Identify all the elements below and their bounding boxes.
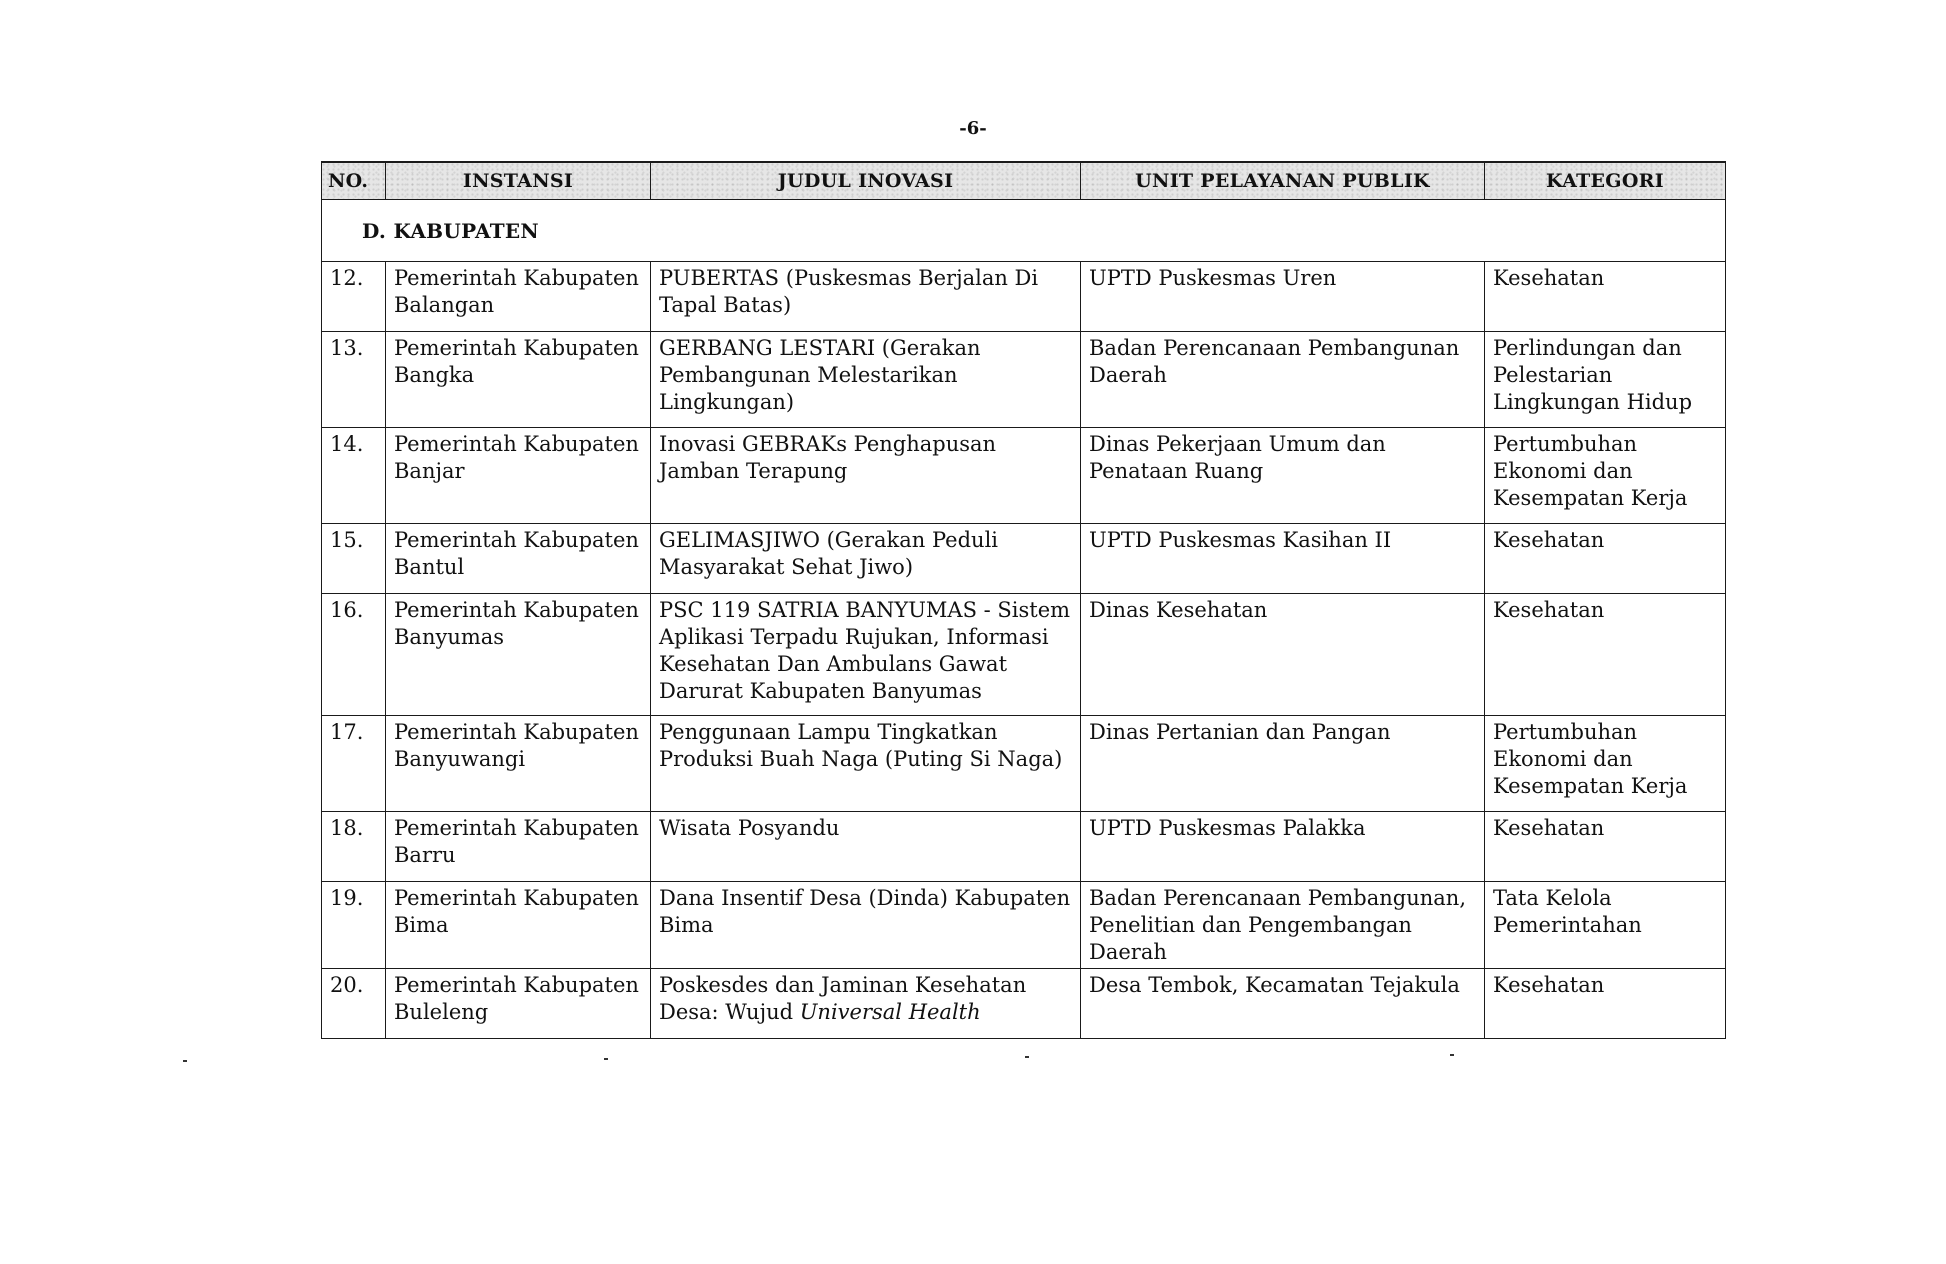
table-header-row [322,162,1726,200]
cell-no: 18. [322,812,386,882]
cell-no: 19. [322,882,386,969]
cell-instansi: Pemerintah Kabupaten Buleleng [386,969,651,1039]
scan-speck [1025,1056,1029,1058]
cell-kategori: Kesehatan [1485,812,1726,882]
judul-text: GELIMASJIWO (Gerakan Peduli Masyarakat Sehat Jiwo) [659,528,999,579]
cell-judul-inovasi [651,882,1081,969]
cell-unit-pelayanan: Dinas Pertanian dan Pangan [1081,716,1485,812]
cell-instansi: Pemerintah Kabupaten Bantul [386,524,651,594]
scan-speck [604,1058,608,1060]
table-row [322,716,1726,812]
cell-instansi: Pemerintah Kabupaten Banyuwangi [386,716,651,812]
cell-instansi: Pemerintah Kabupaten Banjar [386,428,651,524]
judul-text: GERBANG LESTARI (Gerakan Pembangunan Melestarikan Lingkungan) [659,336,981,414]
cell-kategori: Kesehatan [1485,262,1726,332]
table-row [322,882,1726,969]
cell-no: 17. [322,716,386,812]
cell-judul-inovasi [651,524,1081,594]
cell-kategori: Pertumbuhan Ekonomi dan Kesempatan Kerja [1485,428,1726,524]
cell-instansi: Pemerintah Kabupaten Bangka [386,332,651,428]
cell-kategori: Tata Kelola Pemerintahan [1485,882,1726,969]
cell-unit-pelayanan: Dinas Pekerjaan Umum dan Penataan Ruang [1081,428,1485,524]
scan-speck [183,1060,187,1062]
judul-italic-text: Universal Health [799,1000,981,1024]
cell-no: 14. [322,428,386,524]
cell-instansi: Pemerintah Kabupaten Banyumas [386,594,651,716]
cell-instansi: Pemerintah Kabupaten Barru [386,812,651,882]
cell-judul-inovasi [651,969,1081,1039]
scan-speck [1450,1054,1454,1056]
table-row [322,812,1726,882]
cell-kategori: Pertumbuhan Ekonomi dan Kesempatan Kerja [1485,716,1726,812]
section-row [322,200,1726,262]
cell-no: 15. [322,524,386,594]
innovation-table [321,161,1726,1039]
cell-unit-pelayanan: UPTD Puskesmas Uren [1081,262,1485,332]
table-row [322,969,1726,1039]
cell-kategori: Perlindungan dan Pelestarian Lingkungan Hidup [1485,332,1726,428]
cell-judul-inovasi [651,428,1081,524]
judul-text: PSC 119 SATRIA BANYUMAS - Sistem Aplikasi Terpadu Rujukan, Informasi Kesehatan Dan Ambulans Gawat Darurat Kabupaten Banyumas [659,598,1071,703]
cell-no: 13. [322,332,386,428]
table-row [322,524,1726,594]
cell-unit-pelayanan: Dinas Kesehatan [1081,594,1485,716]
table-row [322,428,1726,524]
header-kategori: KATEGORI [1485,162,1726,200]
judul-text: PUBERTAS (Puskesmas Berjalan Di Tapal Batas) [659,266,1039,317]
header-judul-inovasi: JUDUL INOVASI [651,162,1081,200]
cell-unit-pelayanan: UPTD Puskesmas Palakka [1081,812,1485,882]
page-number: -6- [959,118,987,139]
cell-instansi: Pemerintah Kabupaten Balangan [386,262,651,332]
cell-judul-inovasi [651,262,1081,332]
cell-unit-pelayanan: Badan Perencanaan Pembangunan, Penelitian dan Pengembangan Daerah [1081,882,1485,969]
cell-unit-pelayanan: Desa Tembok, Kecamatan Tejakula [1081,969,1485,1039]
cell-judul-inovasi [651,332,1081,428]
cell-judul-inovasi [651,594,1081,716]
cell-unit-pelayanan: Badan Perencanaan Pembangunan Daerah [1081,332,1485,428]
judul-text: Penggunaan Lampu Tingkatkan Produksi Buah Naga (Puting Si Naga) [659,720,1063,771]
cell-no: 20. [322,969,386,1039]
cell-judul-inovasi [651,716,1081,812]
cell-no: 16. [322,594,386,716]
cell-instansi: Pemerintah Kabupaten Bima [386,882,651,969]
table-row [322,594,1726,716]
cell-kategori: Kesehatan [1485,969,1726,1039]
header-no: NO. [322,162,386,200]
judul-text: Poskesdes dan Jaminan Kesehatan Desa: Wujud [659,973,1027,1024]
cell-no: 12. [322,262,386,332]
judul-text: Wisata Posyandu [659,816,840,840]
header-unit-pelayanan: UNIT PELAYANAN PUBLIK [1081,162,1485,200]
section-label: D. KABUPATEN [322,200,1726,262]
cell-unit-pelayanan: UPTD Puskesmas Kasihan II [1081,524,1485,594]
judul-text: Inovasi GEBRAKs Penghapusan Jamban Terapung [659,432,997,483]
cell-kategori: Kesehatan [1485,524,1726,594]
judul-text: Dana Insentif Desa (Dinda) Kabupaten Bima [659,886,1071,937]
table-row [322,332,1726,428]
table-row [322,262,1726,332]
cell-kategori: Kesehatan [1485,594,1726,716]
cell-judul-inovasi [651,812,1081,882]
header-instansi: INSTANSI [386,162,651,200]
